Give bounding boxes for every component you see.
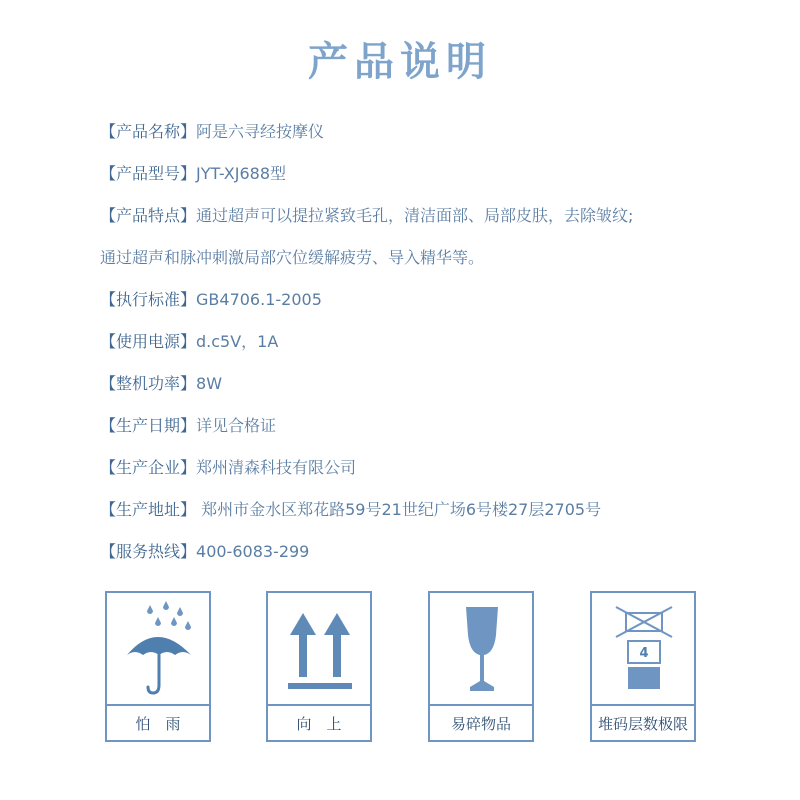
spec-value: 通过超声可以提拉紧致毛孔，清洁面部、局部皮肤，去除皱纹;: [196, 206, 634, 225]
spec-value: d.c5V，1A: [196, 332, 279, 351]
spec-value: 阿是六寻经按摩仪: [196, 122, 325, 141]
spec-power-supply: [100, 332, 740, 352]
spec-key: 【生产企业】: [100, 458, 197, 477]
spec-value: 郑州市金水区郑花路59号21世纪广场6号楼27层2705号: [196, 500, 602, 519]
stacking-limit-label: 堆码层数极限: [597, 715, 688, 733]
spec-production-date: [100, 416, 740, 436]
this-way-up-arrows-icon: [268, 593, 370, 705]
fragile-label: 易碎物品: [450, 715, 511, 733]
spec-key: 【使用电源】: [100, 332, 197, 351]
spec-key: 【产品名称】: [100, 122, 197, 141]
spec-standard: [100, 290, 740, 310]
spec-address: [100, 500, 740, 520]
stack-limit-number: 4: [639, 646, 649, 661]
stacking-limit-icon: [592, 593, 694, 705]
spec-product-name: [100, 122, 740, 142]
spec-model: [100, 164, 740, 184]
spec-key: 【生产地址】: [100, 500, 197, 519]
spec-value: GB4706.1-2005: [196, 290, 322, 309]
spec-features: [100, 206, 740, 226]
keep-dry-umbrella-icon: [107, 593, 209, 705]
spec-value: 郑州清森科技有限公司: [196, 458, 357, 477]
this-way-up-symbol: [266, 591, 372, 742]
spec-value: 详见合格证: [196, 416, 277, 435]
spec-key: 【服务热线】: [100, 542, 197, 561]
spec-features-continued: [100, 248, 740, 268]
spec-key: 【执行标准】: [100, 290, 197, 309]
icon-divider: [268, 704, 370, 706]
spec-key: 【生产日期】: [100, 416, 197, 435]
icon-divider: [430, 704, 532, 706]
fragile-glass-icon: [430, 593, 532, 705]
spec-value: 400-6083-299: [196, 542, 310, 561]
this-way-up-label: 向 上: [296, 715, 342, 733]
keep-dry-label: 怕 雨: [135, 715, 181, 733]
spec-key: 【产品特点】: [100, 206, 197, 225]
spec-value: 8W: [196, 374, 223, 393]
spec-value: 通过超声和脉冲刺激局部穴位缓解疲劳、导入精华等。: [100, 248, 485, 267]
stacking-limit-symbol: [590, 591, 696, 742]
spec-key: 【整机功率】: [100, 374, 197, 393]
page-title: 产品说明: [308, 39, 492, 85]
icon-divider: [592, 704, 694, 706]
fragile-symbol: [428, 591, 534, 742]
icon-divider: [107, 704, 209, 706]
spec-value: JYT-XJ688型: [196, 164, 287, 183]
spec-manufacturer: [100, 458, 740, 478]
spec-service-hotline: [100, 542, 740, 562]
spec-key: 【产品型号】: [100, 164, 197, 183]
spec-power: [100, 374, 740, 394]
keep-dry-symbol: [105, 591, 211, 742]
